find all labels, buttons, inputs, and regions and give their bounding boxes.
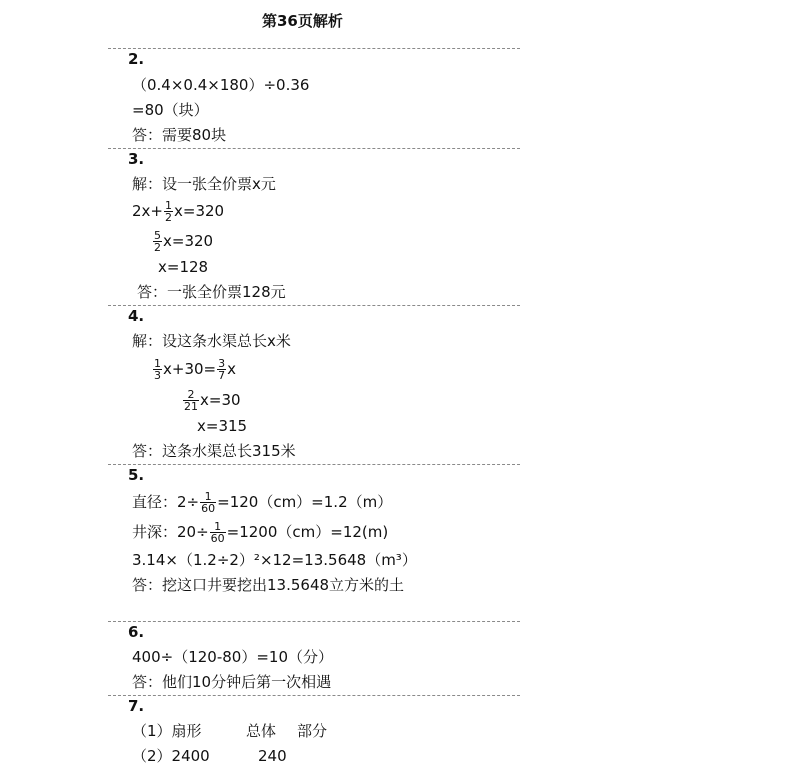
denominator: 60 xyxy=(201,502,216,515)
equation-text: 直径：2÷ xyxy=(132,493,200,511)
equation-line xyxy=(132,491,392,514)
answer-cell: （1）扇形 xyxy=(132,722,202,740)
equation-line xyxy=(132,521,388,544)
equation-text: x+30= xyxy=(163,360,217,378)
answer-line: 答：他们10分钟后第一次相遇 xyxy=(132,673,332,691)
question-number: 6. xyxy=(128,623,145,641)
equation-text: =120（cm）=1.2（m） xyxy=(217,493,393,511)
numerator: 5 xyxy=(154,229,161,242)
fraction xyxy=(153,358,162,381)
separator xyxy=(108,148,520,149)
equation-line xyxy=(132,200,224,223)
answer-cell: 部分 xyxy=(297,722,328,740)
numerator: 3 xyxy=(218,357,226,370)
equation-text: =1200（cm）=12(m) xyxy=(226,523,389,541)
answer-line: （0.4×0.4×180）÷0.36 xyxy=(132,76,310,94)
numerator: 2 xyxy=(187,388,195,401)
page-title: 第36页解析 xyxy=(262,12,343,30)
equation-text: 井深：20÷ xyxy=(132,523,209,541)
equation-line xyxy=(182,389,241,412)
fraction xyxy=(153,230,162,253)
separator xyxy=(108,305,520,306)
denominator: 3 xyxy=(154,369,161,382)
question-number: 2. xyxy=(128,50,145,68)
question-number: 7. xyxy=(128,697,145,715)
equation-line xyxy=(152,358,236,381)
equation-text: 2x+ xyxy=(132,202,163,220)
equation-text: x=30 xyxy=(200,391,241,409)
answer-line: 400÷（120-80）=10（分） xyxy=(132,648,333,666)
numerator: 1 xyxy=(214,520,222,533)
denominator: 2 xyxy=(165,211,172,224)
answer-line: 答：挖这口井要挖出13.5648立方米的土 xyxy=(132,576,405,594)
question-number: 5. xyxy=(128,466,145,484)
answer-line: 3.14×（1.2÷2）²×12=13.5648（m³） xyxy=(132,551,417,569)
separator xyxy=(108,621,520,622)
answer-line: x=315 xyxy=(197,417,248,435)
equation-line xyxy=(152,230,213,253)
denominator: 7 xyxy=(218,369,226,382)
denominator: 60 xyxy=(210,532,225,545)
denominator: 21 xyxy=(184,400,198,413)
separator xyxy=(108,48,520,49)
equation-text: x=320 xyxy=(163,232,214,250)
equation-text: x xyxy=(227,360,236,378)
fraction xyxy=(217,358,226,381)
answer-line: 答：一张全价票128元 xyxy=(137,283,286,301)
answer-line: x=128 xyxy=(158,258,209,276)
equation-text: x=320 xyxy=(174,202,225,220)
denominator: 2 xyxy=(154,241,161,254)
answer-line: 解：设一张全价票x元 xyxy=(132,175,276,193)
answer-line: 答：需要80块 xyxy=(132,126,227,144)
numerator: 1 xyxy=(165,199,172,212)
answer-cell: 总体 xyxy=(246,722,277,740)
answer-line: =80（块） xyxy=(132,101,209,119)
fraction xyxy=(210,521,226,544)
fraction xyxy=(200,491,216,514)
answer-cell: （2）2400 xyxy=(132,747,210,765)
separator xyxy=(108,464,520,465)
numerator: 1 xyxy=(204,490,212,503)
fraction xyxy=(183,389,199,412)
answer-cell: 240 xyxy=(258,747,287,765)
question-number: 3. xyxy=(128,150,145,168)
answer-line: 答：这条水渠总长315米 xyxy=(132,442,296,460)
numerator: 1 xyxy=(154,357,161,370)
question-number: 4. xyxy=(128,307,145,325)
answer-line: 解：设这条水渠总长x米 xyxy=(132,332,291,350)
separator xyxy=(108,695,520,696)
fraction xyxy=(164,200,173,223)
